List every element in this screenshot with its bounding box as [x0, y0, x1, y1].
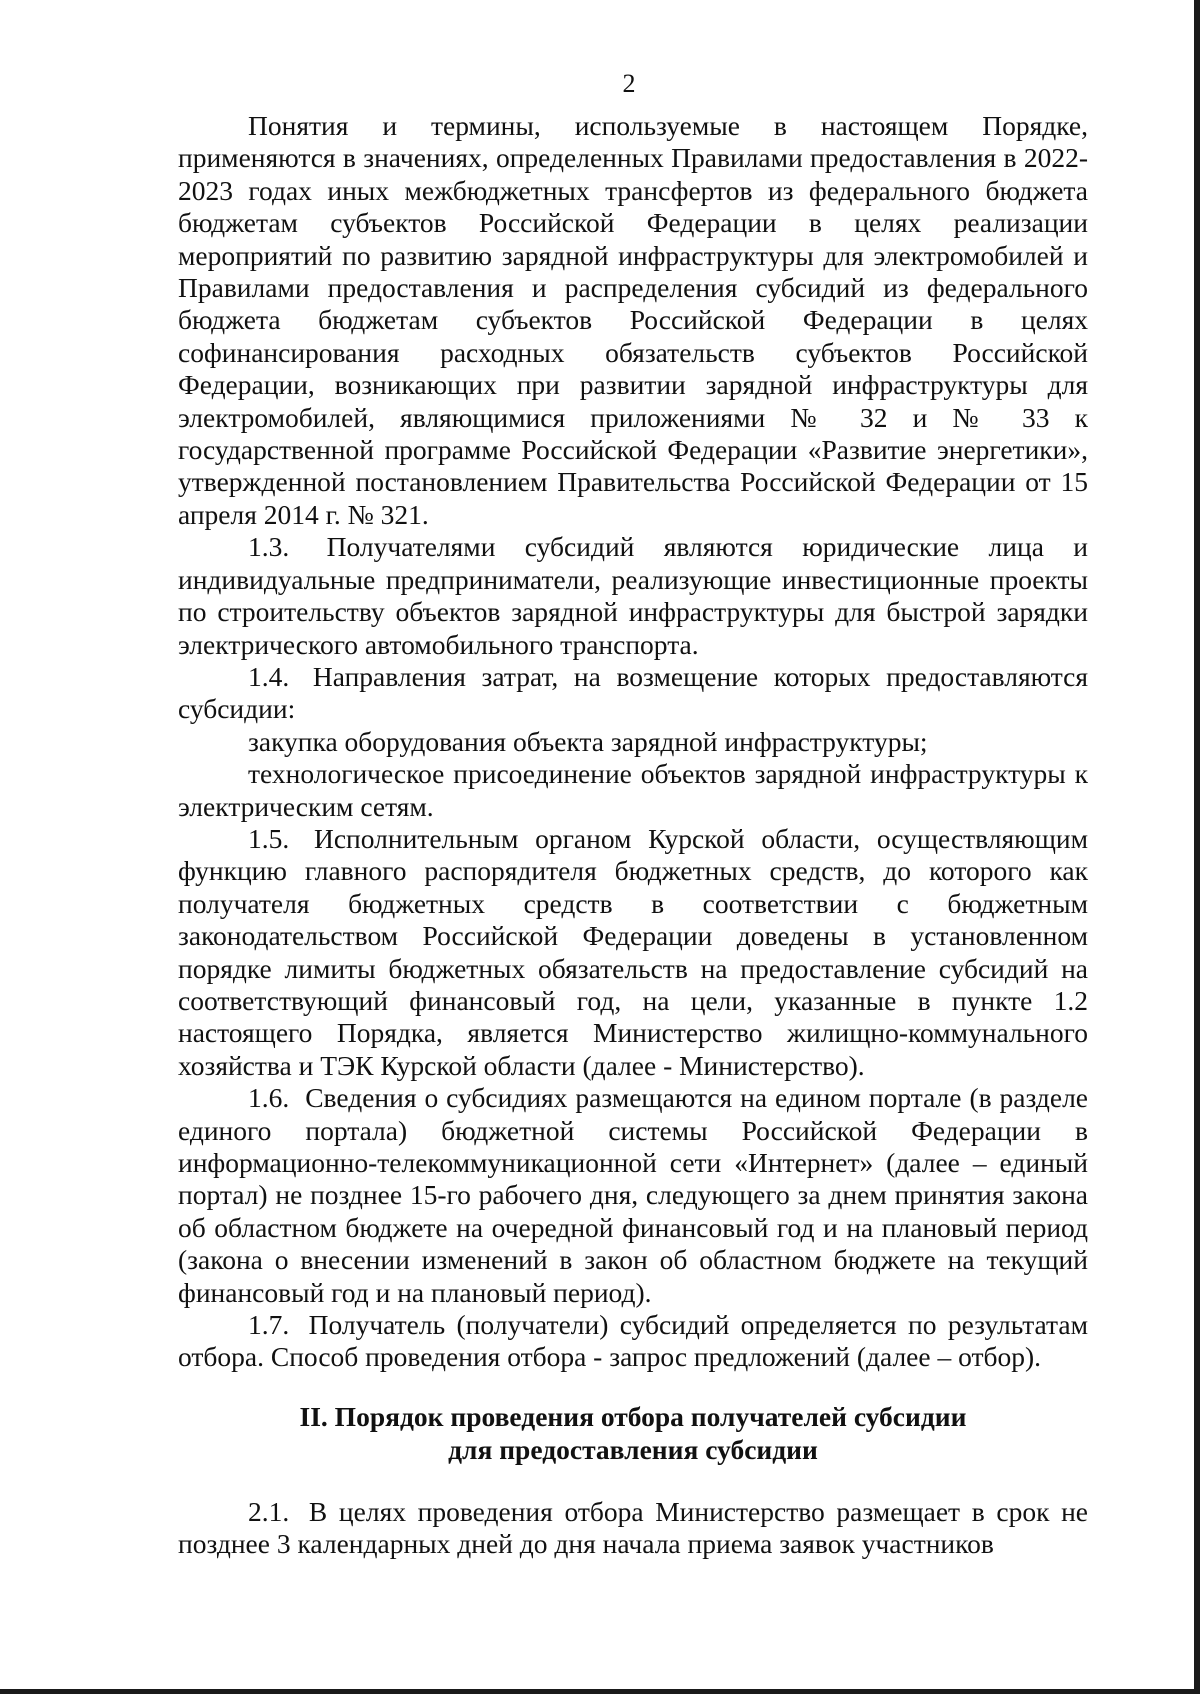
paragraph-number: 1.7. — [248, 1309, 290, 1341]
section-title-line: для предоставления субсидии — [448, 1433, 818, 1465]
paragraph-number: 2.1. — [248, 1495, 290, 1527]
paragraph-number: 1.5. — [248, 822, 290, 854]
page-number: 2 — [622, 69, 636, 98]
section-title-line: II. Порядок проведения отбора получателей субсидии — [299, 1400, 967, 1432]
paragraph-1-3 — [178, 531, 1088, 661]
paragraph-2-1 — [178, 1496, 1088, 1561]
paragraph-text: Получателями субсидий являются юридические лица и индивидуальные предприниматели, реализующие инвестиционные проекты по строительству объектов зарядной инфраструктуры для быстрой зарядки электрического автомобильного транспорта. — [178, 531, 1089, 660]
list-item: технологическое присоединение объектов зарядной инфраструктуры к электрическим сетям. — [178, 758, 1088, 822]
paragraph-number: 1.3. — [248, 531, 290, 563]
scan-edge-bottom — [0, 1689, 1200, 1694]
document-body — [178, 110, 1088, 1561]
paragraph-text: Исполнительным органом Курской области, осуществляющим функцию главного распорядителя бюджетных средств, до которого как получателя бюджетных средств в соответствии с бюджетным законодательством Российской Федерации доведены в установленном порядке лимиты бюджетных обязательств на предоставление субсидий на соответствующий финансовый год, на цели, указанные в пункте 1.2 настоящего Порядка, является Министерство жилищно-коммунального хозяйства и ТЭК Курской области (далее - Министерство). — [178, 822, 1089, 1081]
paragraph-number: 1.4. — [248, 660, 290, 692]
paragraph-terms: Понятия и термины, используемые в настоящем Порядке, применяются в значениях, определенных Правилами предоставления в 2022-2023 годах иных межбюджетных трансфертов из федерального бюджета бюджетам субъектов Российской Федерации в целях реализации мероприятий по развитию зарядной инфраструктуры для электромобилей и Правилами предоставления и распределения субсидий из федерального бюджета бюджетам субъектов Российской Федерации в целях софинансирования расходных обязательств субъектов Российской Федерации, возникающих при развитии зарядной инфраструктуры для электромобилей, являющимися приложениями № 32 и № 33 к государственной программе Российской Федерации «Развитие энергетики», утвержденной постановлением Правительства Российской Федерации от 15 апреля 2014 г. № 321. — [178, 110, 1088, 530]
section-title — [178, 1400, 1088, 1466]
paragraph-text: Получатель (получатели) субсидий определяется по результатам отбора. Способ проведения отбора - запрос предложений (далее – отбор). — [178, 1309, 1089, 1373]
paragraph-1-6 — [178, 1082, 1088, 1309]
paragraph-1-5 — [178, 823, 1088, 1082]
list-item: закупка оборудования объекта зарядной инфраструктуры; — [248, 725, 928, 757]
paragraph-text: Направления затрат, на возмещение которых предоставляются субсидии: — [178, 660, 1089, 725]
paragraph-1-7 — [178, 1309, 1088, 1374]
paragraph-text: Сведения о субсидиях размещаются на едином портале (в разделе единого портала) бюджетной системы Российской Федерации в информационно-телекоммуникационной сети «Интернет» (далее – единый портал) не позднее 15-го рабочего дня, следующего за днем принятия закона об областном бюджете на очередной финансовый год и на плановый период (закона о внесении изменений в закон об областном бюджете на текущий финансовый год и на плановый период). — [178, 1082, 1088, 1308]
scan-edge-right — [1194, 0, 1200, 1694]
paragraph-number: 1.6. — [248, 1082, 290, 1114]
paragraph-1-4 — [178, 661, 1088, 726]
paragraph-text: В целях проведения отбора Министерство размещает в срок не позднее 3 календарных дней до дня начала приема заявок участников — [178, 1495, 1089, 1560]
